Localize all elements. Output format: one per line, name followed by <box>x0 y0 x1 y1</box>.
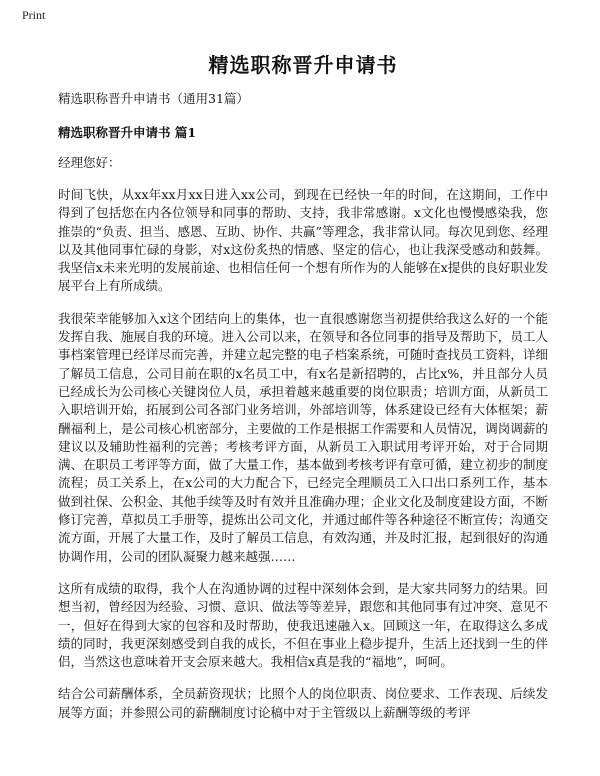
body-paragraph-3: 这所有成绩的取得，我个人在沟通协调的过程中深刻体会到，是大家共同努力的结果。回想当初，曾经因为经验、习惯、意识、做法等等差异，跟您和其他同事有过冲突、意见不一，但好在得到大家的包容和及时帮助，使我迅速融入x。回顾这一年，在取得这么多成绩的同时，我更深刻感受到自我的成长，不但在事业上稳步提升，生活上还找到一生的伴侣，当然这也意味着开支会原来越大。我相信x真是我的“福地”，呵呵。 <box>58 580 548 670</box>
print-label[interactable]: Print <box>22 8 46 22</box>
document-title: 精选职称晋升申请书 <box>208 53 398 77</box>
greeting: 经理您好： <box>58 155 121 170</box>
section-heading: 精选职称晋升申请书 篇1 <box>58 125 197 140</box>
body-paragraph-1: 时间飞快，从xx年xx月xx日进入xx公司，到现在已经快一年的时间，在这期间，工作中得到了包括您在内各位领导和同事的帮助、支持，我非常感谢。x文化也慢慢感染我，您推崇的“负责、担当、感恩、互助、协作、共赢”等理念，我非常认同。每次见到您、经理以及其他同事忙碌的身影，对x这份炙热的情感、坚定的信心，也让我深受感动和鼓舞。我坚信x未来光明的发展前途、也相信任何一个想有所作为的人能够在x提供的良好职业发展平台上有所成绩。 <box>58 187 548 294</box>
document-page <box>58 0 548 722</box>
document-subtitle: 精选职称晋升申请书（通用31篇） <box>58 91 249 106</box>
body-paragraph-4: 结合公司薪酬体系，全员薪资现状；比照个人的岗位职责、岗位要求、工作表现、后续发展等方面；并参照公司的薪酬制度讨论稿中对于主管级以上薪酬等级的考评 <box>58 686 548 720</box>
body-paragraph-2: 我很荣幸能够加入x这个团结向上的集体，也一直很感谢您当初提供给我这么好的一个能发挥自我、施展自我的环境。进入公司以来，在领导和各位同事的指导及帮助下，员工人事档案管理已经详尽而完善，并建立起完整的电子档案系统，可随时查找员工资料，详细了解员工信息，公司目前在职的x名员工中，有x名是新招聘的，占比x%，并且部分人员已经成长为公司核心关键岗位人员，承担着越来越重要的岗位职责；培训方面，从新员工入职培训开始，拓展到公司各部门业务培训，外部培训等，体系建设已经有大体框架；薪酬福利上，是公司核心机密部分，主要做的工作是根据工作需要和人员情况，调岗调薪的建议以及辅助性福利的完善；考核考评方面，从新员工入职试用考评开始，对于合同期满、在职员工考评等方面，做了大量工作，基本做到考核考评有章可循，建立初步的制度流程；员工关系上，在x公司的大力配合下，已经完全理顺员工入口出口系列工作，基本做到社保、公积金、其他手续等及时有效并且准确办理；企业文化及制度建设方面，不断修订完善，草拟员工手册等，提炼出公司文化，并通过邮件等各种途径不断宣传；沟通交流方面，开展了大量工作，及时了解员工信息，有效沟通，并及时汇报，起到很好的沟通协调作用，公司的团队凝聚力越来越强…… <box>58 310 548 564</box>
